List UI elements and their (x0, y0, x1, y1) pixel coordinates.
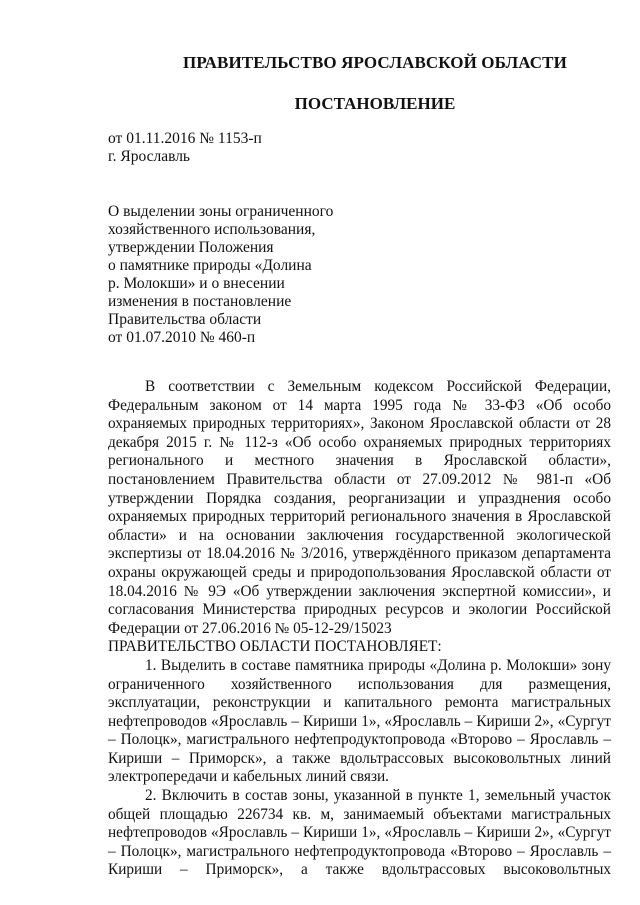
document-subject (108, 203, 333, 347)
subject-line: от 01.07.2010 № 460-п (108, 329, 256, 346)
document-body (108, 378, 611, 880)
item-1-paragraph: 1. Выделить в составе памятника природы «Долина р. Молокши» зону ограниченного хозяйственного использования для размещения, эксплуатации, реконструкции и капитального ремонта магистральных нефтепроводов «Ярославль – Кириши 1», «Ярославль – Кириши 2», «Сургут – Полоцк», магистрального нефтепродуктопровода «Второво – Ярославль – Кириши – Приморск», а также вдольтрассовых высоковольтных линий электропередачи и кабельных линий связи. (108, 656, 611, 786)
government-title: ПРАВИТЕЛЬСТВО ЯРОСЛАВСКОЙ ОБЛАСТИ (183, 53, 567, 72)
document-type: ПОСТАНОВЛЕНИЕ (294, 94, 456, 113)
subject-line: О выделении зоны ограниченного (108, 203, 334, 220)
decree-heading: ПРАВИТЕЛЬСТВО ОБЛАСТИ ПОСТАНОВЛЯЕТ: (108, 638, 442, 656)
preamble-paragraph: В соответствии с Земельным кодексом Российской Федерации, Федеральным законом от 14 марта 1995 года № 33-ФЗ «Об особо охраняемых природных территориях», Законом Ярославской области от 28 декабря 2015 г. № 112-з «Об особо охраняемых природных территориях регионального и местного значения в Ярославской области», постановлением Правительства области от 27.09.2012 № 981-п «Об утверждении Порядка создания, реорганизации и упразднения особо охраняемых природных территорий регионального значения в Ярославской области» и на основании заключения государственной экологической экспертизы от 18.04.2016 № 3/2016, утверждённого приказом департамента охраны окружающей среды и природопользования Ярославской области от 18.04.2016 № 9Э «Об утверждении заключения экспертной комиссии», и согласования Министерства природных ресурсов и экологии Российской Федерации от 27.06.2016 № 05-12-29/15023 (108, 378, 611, 637)
subject-line: хозяйственного использования, (108, 221, 316, 238)
subject-line: Правительства области (108, 311, 262, 328)
subject-line: р. Молокши» и о внесении (108, 275, 285, 292)
subject-line: изменения в постановление (108, 293, 292, 310)
item-2-paragraph: 2. Включить в состав зоны, указанной в пункте 1, земельный участок общей площадью 226734 кв. м, занимаемый объектами магистральных нефтепроводов «Ярославль – Кириши 1», «Ярославль – Кириши 2», «Сургут – Полоцк», магистрального нефтепродуктопровода «Второво – Ярославль – Кириши – Приморск», а также вдольтрассовых высоковольтных (108, 787, 611, 879)
city: г. Ярославль (108, 148, 190, 165)
subject-line: утверждении Положения (108, 239, 274, 256)
subject-line: о памятнике природы «Долина (108, 257, 312, 274)
document-meta (108, 130, 262, 166)
date-number: от 01.11.2016 № 1153-п (108, 130, 262, 147)
